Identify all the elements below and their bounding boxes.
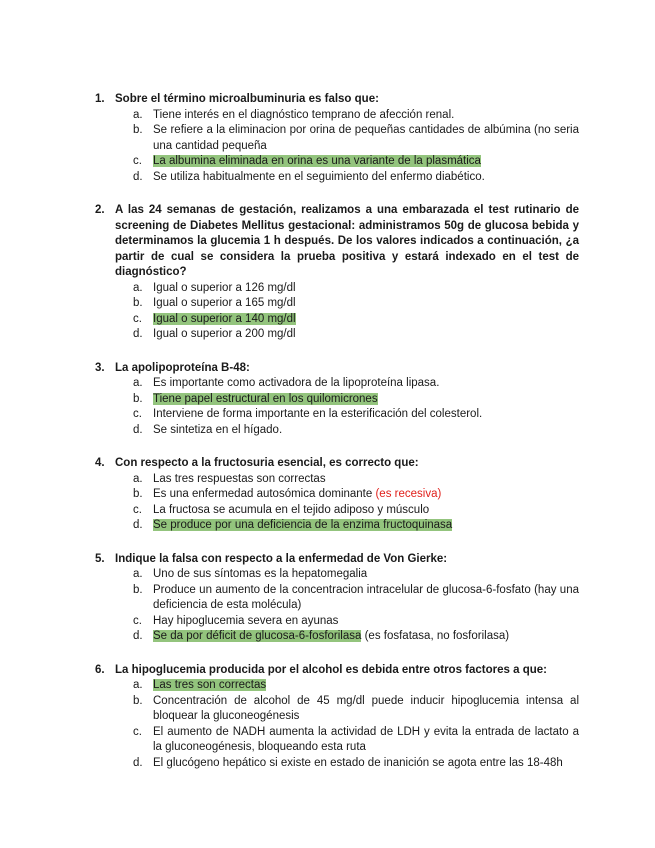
- answer-options: [133, 567, 579, 645]
- question-text: Sobre el término microalbuminuria es falso que:: [115, 93, 379, 105]
- option-text: Se sintetiza en el hígado.: [153, 423, 283, 436]
- option-body: [153, 756, 579, 772]
- option-text: Se refiere a la eliminacion por orina de pequeñas cantidades de albúmina (no seria una cantidad pequeña: [153, 124, 579, 152]
- option-text: Es importante como activadora de la lipoproteína lipasa.: [153, 377, 440, 389]
- question-text: A las 24 semanas de gestación, realizamos a una embarazada el test rutinario de screening de Diabetes Mellitus gestacional: administramos 50g de glucosa bebida y determinamos la glucemia 1 h después. De los valores indicados a continuación, ¿a partir de cual se considera la prueba positiva y estará indexado en el test de diagnóstico?: [115, 204, 579, 278]
- option-letter: a.: [133, 679, 143, 691]
- question-header: [95, 456, 579, 472]
- option-body: [153, 407, 579, 423]
- question-1: [95, 92, 579, 185]
- question-number: 6.: [95, 663, 105, 676]
- answer-option: [133, 518, 579, 534]
- option-body: [153, 518, 579, 534]
- option-body: [153, 472, 579, 488]
- option-annotation: (es recesiva): [372, 488, 442, 500]
- option-letter: c.: [133, 725, 142, 738]
- option-text: Igual o superior a 200 mg/dl: [153, 328, 296, 340]
- option-body: [153, 312, 579, 328]
- answer-option: [133, 583, 579, 614]
- option-letter: b.: [133, 124, 143, 136]
- question-header: [95, 203, 579, 281]
- question-text: La apolipoproteína B-48:: [115, 361, 250, 374]
- question-text: Con respecto a la fructosuria esencial, es correcto que:: [115, 457, 419, 469]
- question-text: Indique la falsa con respecto a la enfermedad de Von Gierke:: [115, 552, 448, 565]
- question-number: 1.: [95, 93, 105, 105]
- answer-option: [133, 725, 579, 756]
- option-text: El aumento de NADH aumenta la actividad de LDH y evita la entrada de lactato a la gluconeogénesis, bloqueando esta ruta: [153, 725, 579, 753]
- answer-option: [133, 296, 579, 312]
- correct-answer-text: La albumina eliminada en orina es una variante de la plasmática: [153, 155, 481, 167]
- answer-options: [133, 472, 579, 534]
- question-header: [95, 663, 579, 679]
- answer-option: [133, 756, 579, 772]
- answer-options: [133, 281, 579, 343]
- option-letter: a.: [133, 568, 143, 580]
- answer-option: [133, 154, 579, 170]
- option-body: [153, 108, 579, 124]
- option-letter: d.: [133, 756, 143, 769]
- answer-option: [133, 327, 579, 343]
- question-6: [95, 663, 579, 772]
- correct-answer-text: Se produce por una deficiencia de la enzima fructoquinasa: [153, 519, 453, 531]
- option-letter: c.: [133, 408, 142, 420]
- option-body: [153, 725, 579, 756]
- question-number: 2.: [95, 204, 105, 216]
- answer-option: [133, 312, 579, 328]
- correct-answer-text: Igual o superior a 140 mg/dl: [153, 312, 296, 325]
- option-body: [153, 327, 579, 343]
- correct-answer-text: Tiene papel estructural en los quilomicrones: [153, 392, 378, 405]
- answer-option: [133, 376, 579, 392]
- answer-options: [133, 108, 579, 186]
- option-body: [153, 567, 579, 583]
- option-body: [153, 487, 579, 503]
- option-body: [153, 376, 579, 392]
- option-letter: c.: [133, 503, 142, 516]
- option-letter: c.: [133, 614, 142, 627]
- option-text: Produce un aumento de la concentracion intracelular de glucosa-6-fosfato (hay una deficiencia de esta molécula): [153, 583, 579, 611]
- option-letter: d.: [133, 519, 143, 531]
- option-letter: c.: [133, 155, 142, 167]
- option-text: Tiene interés en el diagnóstico temprano de afección renal.: [153, 108, 455, 121]
- answer-option: [133, 108, 579, 124]
- option-text: Las tres respuestas son correctas: [153, 472, 326, 485]
- option-body: [153, 170, 579, 186]
- option-letter: d.: [133, 328, 143, 340]
- option-letter: d.: [133, 170, 143, 183]
- option-letter: a.: [133, 377, 143, 389]
- option-body: [153, 423, 579, 439]
- option-text: Igual o superior a 126 mg/dl: [153, 281, 296, 294]
- question-number: 5.: [95, 552, 105, 565]
- answer-option: [133, 472, 579, 488]
- answer-option: [133, 629, 579, 645]
- option-annotation: (es fosfatasa, no fosforilasa): [361, 630, 510, 642]
- option-body: [153, 629, 579, 645]
- option-body: [153, 694, 579, 725]
- question-header: [95, 361, 579, 377]
- option-letter: b.: [133, 297, 143, 309]
- option-text: La fructosa se acumula en el tejido adiposo y músculo: [153, 503, 430, 516]
- option-text: Uno de sus síntomas es la hepatomegalia: [153, 568, 368, 580]
- option-body: [153, 503, 579, 519]
- question-header: [95, 92, 579, 108]
- option-body: [153, 583, 579, 614]
- option-letter: d.: [133, 423, 143, 436]
- option-text: Igual o superior a 165 mg/dl: [153, 297, 296, 309]
- option-letter: b.: [133, 488, 143, 500]
- answer-option: [133, 694, 579, 725]
- answer-option: [133, 392, 579, 408]
- question-5: [95, 552, 579, 645]
- option-letter: b.: [133, 694, 143, 707]
- option-letter: a.: [133, 281, 143, 294]
- answer-option: [133, 123, 579, 154]
- option-letter: d.: [133, 630, 143, 642]
- option-letter: c.: [133, 312, 142, 325]
- answer-options: [133, 376, 579, 438]
- option-body: [153, 154, 579, 170]
- option-letter: b.: [133, 583, 143, 596]
- question-3: [95, 361, 579, 439]
- option-body: [153, 678, 579, 694]
- option-text: Es una enfermedad autosómica dominante: [153, 488, 373, 500]
- option-text: Se utiliza habitualmente en el seguimiento del enfermo diabético.: [153, 170, 485, 183]
- answer-option: [133, 407, 579, 423]
- option-text: Interviene de forma importante en la esterificación del colesterol.: [153, 408, 483, 420]
- option-body: [153, 281, 579, 297]
- question-number: 4.: [95, 457, 105, 469]
- answer-option: [133, 281, 579, 297]
- answer-option: [133, 678, 579, 694]
- question-header: [95, 552, 579, 568]
- option-body: [153, 296, 579, 312]
- question-text: La hipoglucemia producida por el alcohol es debida entre otros factores a que:: [115, 663, 547, 676]
- answer-option: [133, 170, 579, 186]
- answer-option: [133, 567, 579, 583]
- option-text: El glucógeno hepático si existe en estado de inanición se agota entre las 18-48h: [153, 756, 563, 769]
- question-2: [95, 203, 579, 343]
- correct-answer-text: Las tres son correctas: [153, 679, 267, 691]
- option-text: Hay hipoglucemia severa en ayunas: [153, 614, 339, 627]
- option-letter: b.: [133, 392, 143, 405]
- answer-options: [133, 678, 579, 771]
- answer-option: [133, 614, 579, 630]
- question-number: 3.: [95, 361, 105, 374]
- question-4: [95, 456, 579, 534]
- correct-answer-text: Se da por déficit de glucosa-6-fosforilasa: [153, 630, 362, 642]
- option-letter: a.: [133, 108, 143, 121]
- option-letter: a.: [133, 472, 143, 485]
- question-list: [95, 92, 579, 789]
- option-text: Concentración de alcohol de 45 mg/dl puede inducir hipoglucemia intensa al bloquear la gluconeogénesis: [153, 694, 579, 722]
- option-body: [153, 614, 579, 630]
- answer-option: [133, 423, 579, 439]
- answer-option: [133, 503, 579, 519]
- option-body: [153, 123, 579, 154]
- answer-option: [133, 487, 579, 503]
- option-body: [153, 392, 579, 408]
